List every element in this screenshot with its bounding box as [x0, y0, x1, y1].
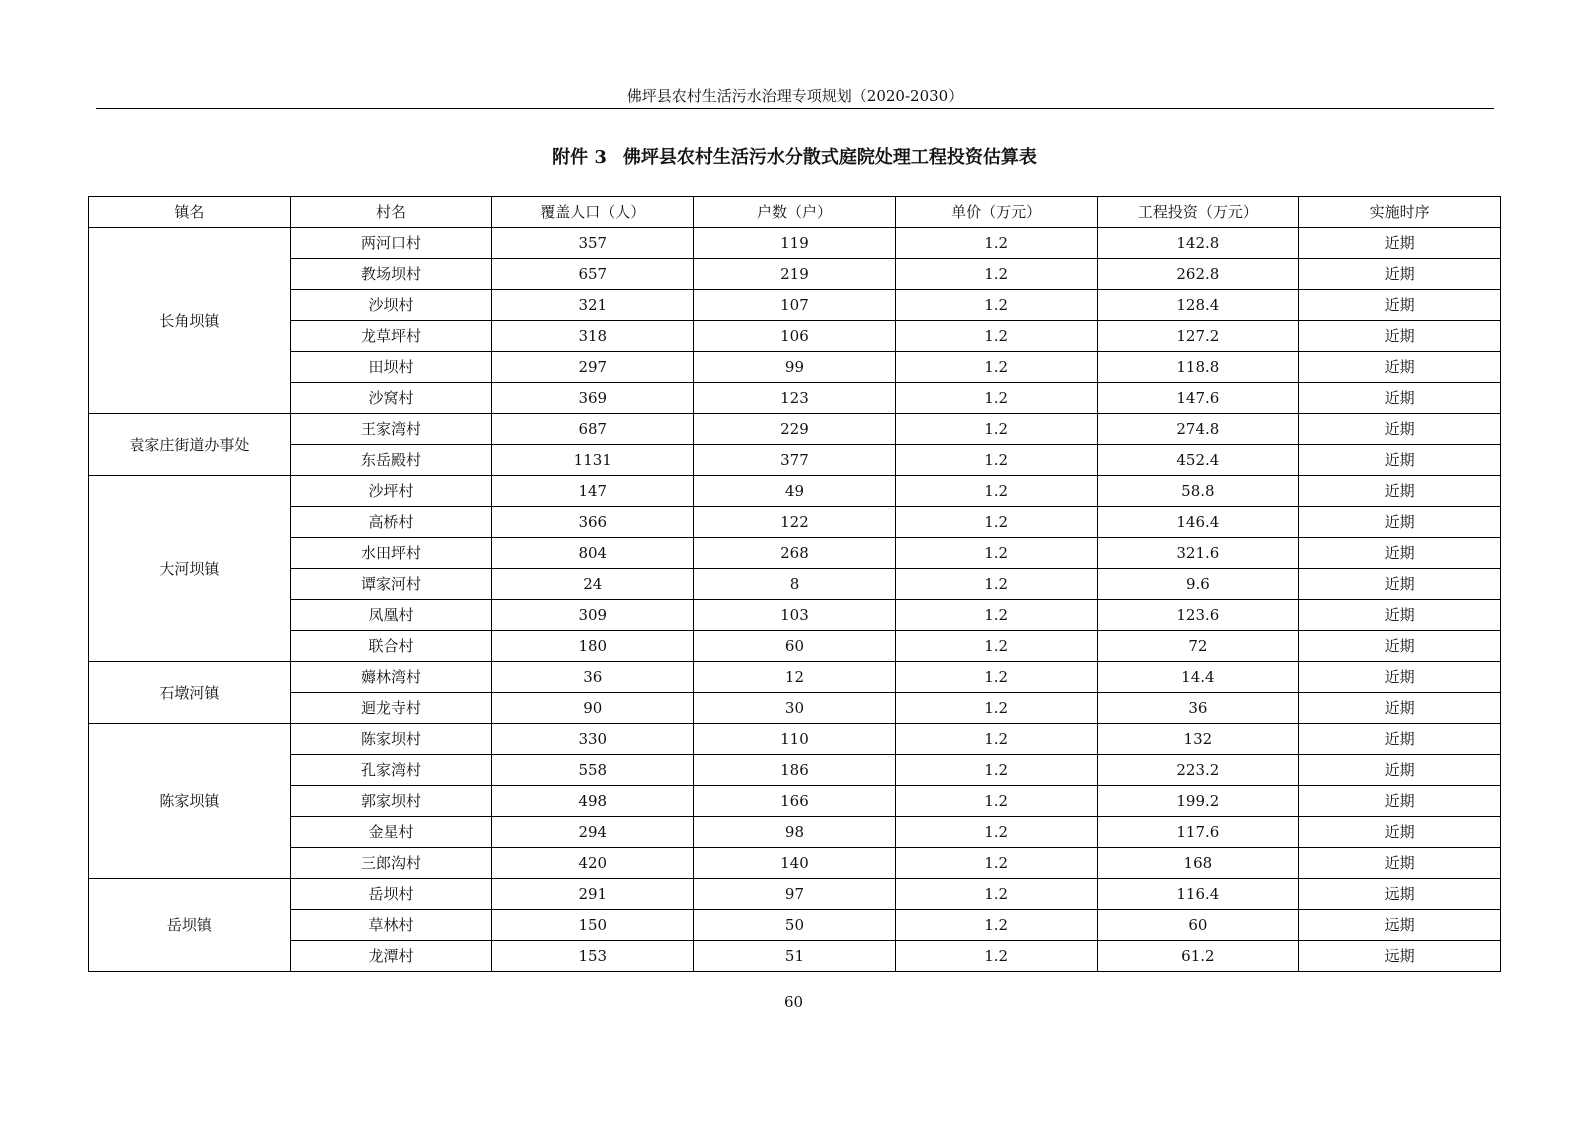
phase-cell: 远期 — [1299, 910, 1501, 941]
population-cell: 90 — [492, 693, 694, 724]
table-row — [89, 259, 1501, 290]
households-cell: 229 — [694, 414, 896, 445]
unit-price-cell: 1.2 — [895, 476, 1097, 507]
households-cell: 8 — [694, 569, 896, 600]
unit-price-cell: 1.2 — [895, 569, 1097, 600]
town-cell: 陈家坝镇 — [89, 724, 291, 879]
phase-cell: 近期 — [1299, 352, 1501, 383]
phase-cell: 近期 — [1299, 476, 1501, 507]
running-header: 佛坪县农村生活污水治理专项规划（2020-2030） — [626, 87, 964, 105]
phase-cell: 远期 — [1299, 879, 1501, 910]
investment-cell: 117.6 — [1097, 817, 1299, 848]
col-header-investment: 工程投资（万元） — [1097, 197, 1299, 228]
table-row — [89, 693, 1501, 724]
households-cell: 99 — [694, 352, 896, 383]
unit-price-cell: 1.2 — [895, 724, 1097, 755]
header-row — [89, 197, 1501, 228]
table-title: 佛坪县农村生活污水分散式庭院处理工程投资估算表 — [622, 147, 1037, 168]
households-cell: 98 — [694, 817, 896, 848]
phase-cell: 近期 — [1299, 817, 1501, 848]
unit-price-cell: 1.2 — [895, 817, 1097, 848]
population-cell: 330 — [492, 724, 694, 755]
investment-cell: 274.8 — [1097, 414, 1299, 445]
village-cell: 迴龙寺村 — [290, 693, 492, 724]
phase-cell: 近期 — [1299, 445, 1501, 476]
town-cell: 袁家庄街道办事处 — [89, 414, 291, 476]
population-cell: 291 — [492, 879, 694, 910]
households-cell: 166 — [694, 786, 896, 817]
unit-price-cell: 1.2 — [895, 879, 1097, 910]
investment-cell: 132 — [1097, 724, 1299, 755]
phase-cell: 近期 — [1299, 321, 1501, 352]
village-cell: 谭家河村 — [290, 569, 492, 600]
table-row — [89, 817, 1501, 848]
village-cell: 岳坝村 — [290, 879, 492, 910]
population-cell: 657 — [492, 259, 694, 290]
col-header-village: 村名 — [290, 197, 492, 228]
village-cell: 两河口村 — [290, 228, 492, 259]
page-number: 60 — [783, 993, 804, 1011]
investment-cell: 452.4 — [1097, 445, 1299, 476]
unit-price-cell: 1.2 — [895, 507, 1097, 538]
investment-cell: 142.8 — [1097, 228, 1299, 259]
investment-cell: 118.8 — [1097, 352, 1299, 383]
investment-cell: 128.4 — [1097, 290, 1299, 321]
households-cell: 51 — [694, 941, 896, 972]
table-row — [89, 321, 1501, 352]
investment-cell: 146.4 — [1097, 507, 1299, 538]
unit-price-cell: 1.2 — [895, 228, 1097, 259]
phase-cell: 近期 — [1299, 414, 1501, 445]
investment-cell: 123.6 — [1097, 600, 1299, 631]
unit-price-cell: 1.2 — [895, 910, 1097, 941]
town-cell: 长角坝镇 — [89, 228, 291, 414]
village-cell: 郭家坝村 — [290, 786, 492, 817]
unit-price-cell: 1.2 — [895, 259, 1097, 290]
col-header-town: 镇名 — [89, 197, 291, 228]
unit-price-cell: 1.2 — [895, 662, 1097, 693]
col-header-phase: 实施时序 — [1299, 197, 1501, 228]
table-row — [89, 476, 1501, 507]
population-cell: 366 — [492, 507, 694, 538]
village-cell: 凤凰村 — [290, 600, 492, 631]
population-cell: 180 — [492, 631, 694, 662]
investment-cell: 60 — [1097, 910, 1299, 941]
households-cell: 97 — [694, 879, 896, 910]
table-row — [89, 631, 1501, 662]
population-cell: 498 — [492, 786, 694, 817]
village-cell: 草林村 — [290, 910, 492, 941]
population-cell: 1131 — [492, 445, 694, 476]
village-cell: 高桥村 — [290, 507, 492, 538]
population-cell: 687 — [492, 414, 694, 445]
table-row — [89, 507, 1501, 538]
population-cell: 357 — [492, 228, 694, 259]
unit-price-cell: 1.2 — [895, 755, 1097, 786]
table-row — [89, 600, 1501, 631]
unit-price-cell: 1.2 — [895, 941, 1097, 972]
village-cell: 水田坪村 — [290, 538, 492, 569]
investment-cell: 14.4 — [1097, 662, 1299, 693]
village-cell: 三郎沟村 — [290, 848, 492, 879]
phase-cell: 近期 — [1299, 259, 1501, 290]
investment-cell: 36 — [1097, 693, 1299, 724]
village-cell: 教场坝村 — [290, 259, 492, 290]
investment-cell: 61.2 — [1097, 941, 1299, 972]
village-cell: 金星村 — [290, 817, 492, 848]
investment-cell: 321.6 — [1097, 538, 1299, 569]
village-cell: 联合村 — [290, 631, 492, 662]
households-cell: 110 — [694, 724, 896, 755]
table-body — [89, 228, 1501, 972]
households-cell: 103 — [694, 600, 896, 631]
table-row — [89, 414, 1501, 445]
table-row — [89, 755, 1501, 786]
table-row — [89, 941, 1501, 972]
population-cell: 297 — [492, 352, 694, 383]
households-cell: 107 — [694, 290, 896, 321]
households-cell: 12 — [694, 662, 896, 693]
phase-cell: 近期 — [1299, 600, 1501, 631]
investment-cell: 116.4 — [1097, 879, 1299, 910]
investment-cell: 262.8 — [1097, 259, 1299, 290]
village-cell: 龙草坪村 — [290, 321, 492, 352]
population-cell: 804 — [492, 538, 694, 569]
table-row — [89, 228, 1501, 259]
village-cell: 田坝村 — [290, 352, 492, 383]
table-row — [89, 569, 1501, 600]
population-cell: 294 — [492, 817, 694, 848]
households-cell: 60 — [694, 631, 896, 662]
households-cell: 30 — [694, 693, 896, 724]
households-cell: 268 — [694, 538, 896, 569]
village-cell: 孔家湾村 — [290, 755, 492, 786]
phase-cell: 近期 — [1299, 538, 1501, 569]
unit-price-cell: 1.2 — [895, 321, 1097, 352]
unit-price-cell: 1.2 — [895, 848, 1097, 879]
table-row — [89, 662, 1501, 693]
table-row — [89, 724, 1501, 755]
investment-cell: 58.8 — [1097, 476, 1299, 507]
population-cell: 318 — [492, 321, 694, 352]
unit-price-cell: 1.2 — [895, 414, 1097, 445]
village-cell: 陈家坝村 — [290, 724, 492, 755]
town-cell: 岳坝镇 — [89, 879, 291, 972]
households-cell: 119 — [694, 228, 896, 259]
village-cell: 龙潭村 — [290, 941, 492, 972]
phase-cell: 近期 — [1299, 755, 1501, 786]
village-cell: 沙窝村 — [290, 383, 492, 414]
population-cell: 24 — [492, 569, 694, 600]
col-header-unit-price: 单价（万元） — [895, 197, 1097, 228]
document-title — [88, 146, 1501, 170]
population-cell: 558 — [492, 755, 694, 786]
village-cell: 王家湾村 — [290, 414, 492, 445]
population-cell: 147 — [492, 476, 694, 507]
households-cell: 186 — [694, 755, 896, 786]
investment-cell: 168 — [1097, 848, 1299, 879]
phase-cell: 近期 — [1299, 848, 1501, 879]
phase-cell: 近期 — [1299, 662, 1501, 693]
header-rule — [96, 108, 1494, 109]
table-row — [89, 352, 1501, 383]
table-row — [89, 786, 1501, 817]
phase-cell: 近期 — [1299, 228, 1501, 259]
investment-cell: 147.6 — [1097, 383, 1299, 414]
population-cell: 369 — [492, 383, 694, 414]
phase-cell: 近期 — [1299, 693, 1501, 724]
unit-price-cell: 1.2 — [895, 786, 1097, 817]
table-row — [89, 445, 1501, 476]
village-cell: 东岳殿村 — [290, 445, 492, 476]
population-cell: 150 — [492, 910, 694, 941]
phase-cell: 近期 — [1299, 507, 1501, 538]
investment-cell: 223.2 — [1097, 755, 1299, 786]
unit-price-cell: 1.2 — [895, 600, 1097, 631]
investment-cell: 127.2 — [1097, 321, 1299, 352]
village-cell: 沙坝村 — [290, 290, 492, 321]
households-cell: 50 — [694, 910, 896, 941]
table-row — [89, 848, 1501, 879]
village-cell: 沙坪村 — [290, 476, 492, 507]
investment-cell: 72 — [1097, 631, 1299, 662]
population-cell: 153 — [492, 941, 694, 972]
phase-cell: 近期 — [1299, 786, 1501, 817]
population-cell: 309 — [492, 600, 694, 631]
table-row — [89, 383, 1501, 414]
phase-cell: 远期 — [1299, 941, 1501, 972]
population-cell: 321 — [492, 290, 694, 321]
households-cell: 219 — [694, 259, 896, 290]
col-header-households: 户数（户） — [694, 197, 896, 228]
population-cell: 36 — [492, 662, 694, 693]
table-row — [89, 879, 1501, 910]
phase-cell: 近期 — [1299, 383, 1501, 414]
town-cell: 大河坝镇 — [89, 476, 291, 662]
phase-cell: 近期 — [1299, 631, 1501, 662]
unit-price-cell: 1.2 — [895, 352, 1097, 383]
col-header-population: 覆盖人口（人） — [492, 197, 694, 228]
table-row — [89, 538, 1501, 569]
households-cell: 123 — [694, 383, 896, 414]
households-cell: 377 — [694, 445, 896, 476]
unit-price-cell: 1.2 — [895, 383, 1097, 414]
unit-price-cell: 1.2 — [895, 445, 1097, 476]
phase-cell: 近期 — [1299, 724, 1501, 755]
phase-cell: 近期 — [1299, 290, 1501, 321]
table-row — [89, 910, 1501, 941]
appendix-label: 附件 3 — [552, 147, 607, 168]
households-cell: 140 — [694, 848, 896, 879]
investment-table — [88, 196, 1501, 972]
population-cell: 420 — [492, 848, 694, 879]
households-cell: 106 — [694, 321, 896, 352]
unit-price-cell: 1.2 — [895, 631, 1097, 662]
unit-price-cell: 1.2 — [895, 290, 1097, 321]
unit-price-cell: 1.2 — [895, 538, 1097, 569]
households-cell: 49 — [694, 476, 896, 507]
village-cell: 薅林湾村 — [290, 662, 492, 693]
town-cell: 石墩河镇 — [89, 662, 291, 724]
investment-cell: 199.2 — [1097, 786, 1299, 817]
unit-price-cell: 1.2 — [895, 693, 1097, 724]
phase-cell: 近期 — [1299, 569, 1501, 600]
table-row — [89, 290, 1501, 321]
households-cell: 122 — [694, 507, 896, 538]
investment-cell: 9.6 — [1097, 569, 1299, 600]
